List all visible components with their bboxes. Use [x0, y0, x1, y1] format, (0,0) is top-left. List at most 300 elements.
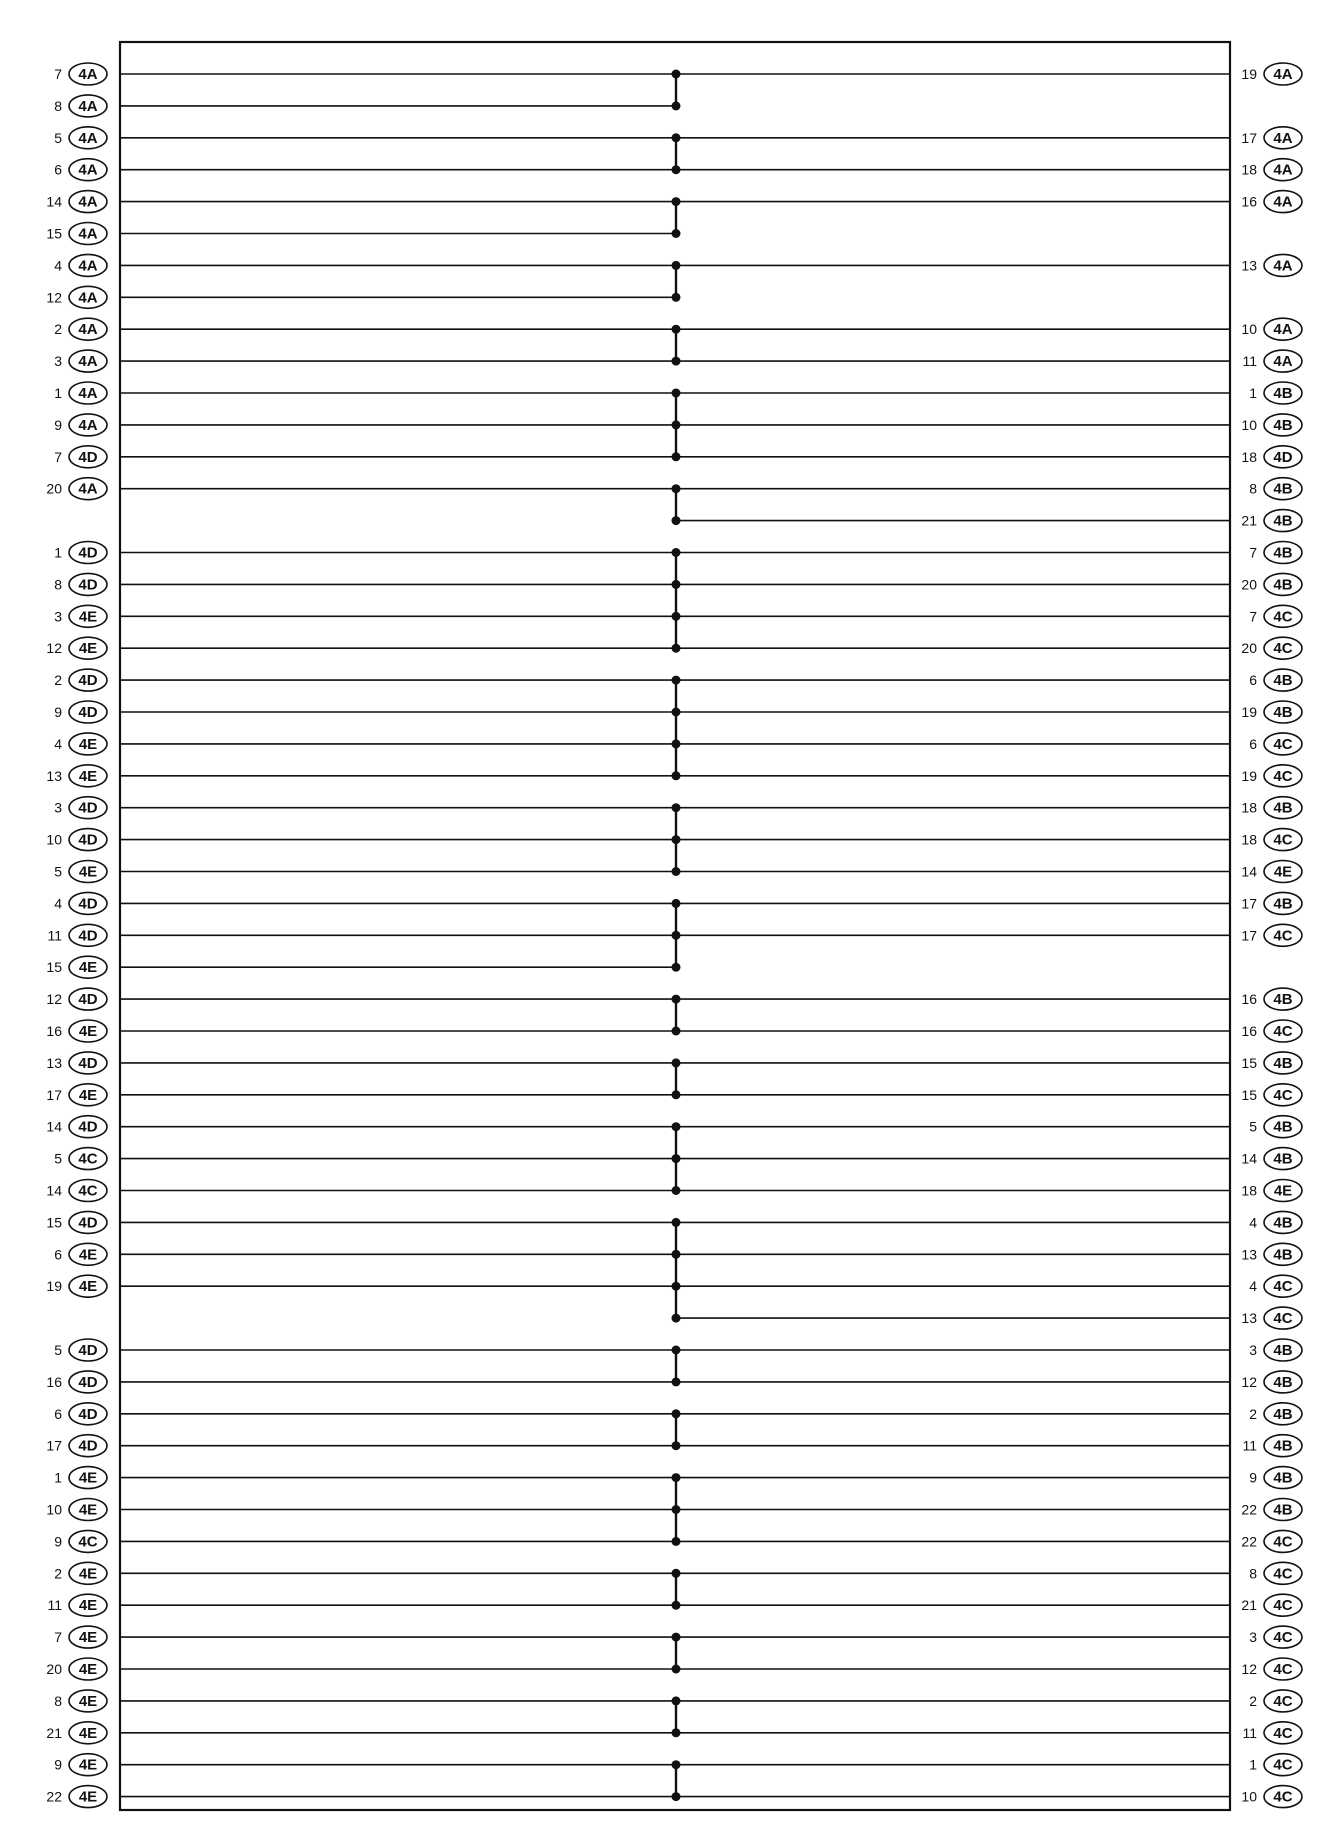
left-terminal-label — [54, 797, 107, 819]
junction-dot — [672, 1601, 681, 1610]
right-terminal-label — [1241, 1371, 1302, 1393]
pin-number: 1 — [54, 544, 62, 561]
pin-number: 8 — [54, 97, 62, 114]
junction-dot — [672, 931, 681, 940]
connector-id: 4E — [78, 735, 98, 753]
left-terminal-label — [54, 254, 107, 276]
pin-number: 16 — [1241, 1023, 1257, 1039]
pin-number: 12 — [46, 991, 62, 1008]
right-terminal-label — [1241, 318, 1302, 340]
junction-dot — [672, 293, 681, 302]
pin-number: 13 — [1241, 1310, 1257, 1327]
left-terminal-label — [46, 765, 107, 787]
left-terminal-label — [54, 1530, 107, 1552]
connector-id: 4C — [1273, 1310, 1293, 1328]
pin-number: 12 — [46, 289, 62, 306]
connector-id: 4D — [78, 448, 98, 466]
connector-id: 4E — [78, 767, 98, 785]
right-terminal-label — [1249, 542, 1302, 564]
connector-id: 4D — [78, 831, 98, 849]
connector-id: 4C — [1273, 1086, 1293, 1104]
right-terminal-label — [1241, 892, 1302, 914]
right-terminal-label — [1249, 382, 1302, 404]
pin-number: 6 — [1249, 735, 1257, 752]
junction-dot — [672, 1186, 681, 1195]
left-terminal-label — [54, 1754, 107, 1776]
pin-number: 4 — [1249, 1214, 1257, 1231]
right-terminal-label — [1241, 63, 1302, 85]
left-terminal-label — [54, 861, 107, 883]
junction-dot — [672, 261, 681, 270]
pin-number: 4 — [54, 895, 62, 912]
junction-dot — [672, 1473, 681, 1482]
junction-dot — [672, 1441, 681, 1450]
left-terminal-label — [54, 1148, 107, 1170]
pin-number: 5 — [1249, 1118, 1257, 1135]
left-terminal-label — [54, 1626, 107, 1648]
right-terminal-label — [1249, 1403, 1302, 1425]
connector-id: 4D — [78, 799, 98, 817]
connector-id: 4B — [1273, 1118, 1293, 1136]
junction-dot — [672, 484, 681, 493]
right-terminal-label — [1241, 573, 1302, 595]
right-terminal-label — [1249, 605, 1302, 627]
junction-dot — [672, 867, 681, 876]
connector-id: 4B — [1273, 1214, 1293, 1232]
pin-number: 12 — [1241, 1373, 1257, 1390]
pin-number: 9 — [1249, 1469, 1257, 1486]
connector-id: 4D — [78, 1214, 98, 1232]
pin-number: 4 — [1249, 1278, 1257, 1295]
pin-number: 13 — [46, 767, 62, 784]
connector-id: 4E — [78, 640, 98, 658]
right-terminal-label — [1249, 478, 1302, 500]
right-terminal-label — [1249, 1626, 1302, 1648]
connector-id: 4A — [78, 257, 98, 275]
pin-number: 16 — [1241, 193, 1257, 210]
junction-dot — [672, 1505, 681, 1514]
connector-id: 4E — [78, 1086, 98, 1104]
connector-id: 4E — [1273, 1182, 1293, 1200]
right-terminal-labels — [1241, 63, 1302, 1808]
connector-id: 4B — [1273, 799, 1293, 817]
connector-id: 4B — [1273, 480, 1293, 498]
pin-number: 8 — [1249, 1565, 1257, 1582]
connector-id: 4B — [1273, 991, 1293, 1009]
pin-number: 18 — [1241, 799, 1257, 816]
connector-id: 4D — [78, 576, 98, 594]
connector-id: 4B — [1273, 1373, 1293, 1391]
pin-number: 19 — [1241, 66, 1257, 82]
pin-number: 9 — [54, 1533, 62, 1550]
connector-id: 4E — [78, 1724, 98, 1742]
pin-number: 6 — [54, 1246, 62, 1263]
connector-id: 4B — [1273, 1469, 1293, 1487]
connector-id: 4D — [78, 1118, 98, 1136]
left-terminal-label — [54, 1243, 107, 1265]
pin-number: 21 — [46, 1724, 62, 1741]
left-terminal-label — [54, 1339, 107, 1361]
connector-id: 4D — [78, 1405, 98, 1423]
connector-id: 4D — [78, 704, 98, 721]
pin-number: 11 — [1242, 353, 1257, 370]
pin-number: 10 — [1241, 416, 1257, 433]
pin-number: 3 — [1249, 1342, 1257, 1358]
connector-id: 4C — [78, 1150, 98, 1168]
pin-number: 17 — [1241, 129, 1257, 146]
right-terminal-label — [1241, 701, 1302, 723]
junction-dot — [672, 389, 681, 398]
connector-id: 4C — [1273, 1629, 1293, 1647]
pin-number: 5 — [54, 1150, 62, 1167]
pin-number: 5 — [54, 863, 62, 880]
pin-number: 10 — [46, 831, 62, 848]
pin-number: 11 — [1242, 1724, 1257, 1741]
right-terminal-label — [1241, 159, 1302, 181]
pin-number: 6 — [1249, 672, 1257, 689]
connector-id: 4A — [1273, 66, 1293, 83]
connector-id: 4E — [78, 1469, 98, 1487]
connector-id: 4A — [78, 416, 98, 434]
connector-id: 4D — [78, 1437, 98, 1455]
pin-number: 11 — [47, 1597, 62, 1614]
right-terminal-label — [1241, 1084, 1302, 1106]
right-terminal-label — [1249, 1690, 1302, 1712]
connector-id: 4E — [78, 1023, 98, 1040]
connector-id: 4C — [1273, 1278, 1293, 1296]
pin-number: 15 — [46, 1214, 62, 1231]
junction-dot — [672, 357, 681, 366]
pin-number: 7 — [54, 1629, 62, 1646]
connector-id: 4B — [1273, 512, 1293, 530]
pin-number: 10 — [1241, 1788, 1257, 1805]
left-terminal-label — [54, 159, 107, 181]
left-terminal-label — [54, 669, 107, 691]
connector-id: 4B — [1273, 1150, 1293, 1168]
connector-id: 4C — [1273, 1756, 1293, 1774]
connector-id: 4B — [1273, 544, 1293, 562]
junction-dot — [672, 1122, 681, 1131]
pin-number: 3 — [54, 353, 62, 370]
pin-number: 7 — [54, 448, 62, 465]
right-terminal-label — [1241, 829, 1302, 851]
connector-id: 4A — [78, 321, 98, 339]
left-terminal-label — [54, 414, 107, 436]
connector-id: 4A — [78, 385, 98, 402]
right-terminal-label — [1242, 1435, 1302, 1457]
right-terminal-label — [1241, 1499, 1302, 1521]
pin-number: 18 — [1241, 161, 1257, 178]
junction-layer — [672, 70, 681, 1802]
left-terminal-label — [46, 829, 107, 851]
left-terminal-label — [54, 95, 107, 117]
junction-dot — [672, 1346, 681, 1355]
pin-number: 8 — [54, 1692, 62, 1709]
left-terminal-label — [46, 1211, 107, 1233]
pin-number: 11 — [47, 927, 62, 944]
connector-id: 4A — [78, 480, 98, 498]
pin-number: 22 — [46, 1788, 62, 1805]
connector-id: 4E — [78, 1661, 98, 1678]
pin-number: 19 — [46, 1278, 62, 1295]
junction-dot — [672, 420, 681, 429]
right-terminal-label — [1241, 637, 1302, 659]
right-terminal-label — [1241, 988, 1302, 1010]
junction-dot — [672, 70, 681, 79]
connector-id: 4E — [78, 608, 98, 626]
junction-dot — [672, 1569, 681, 1578]
left-terminal-label — [54, 701, 107, 723]
pin-number: 6 — [54, 161, 62, 178]
connector-id: 4D — [1273, 448, 1293, 466]
connector-id: 4E — [78, 1692, 98, 1710]
connector-id: 4A — [78, 225, 98, 243]
right-terminal-label — [1241, 1020, 1302, 1042]
junction-dot — [672, 1760, 681, 1769]
left-terminal-label — [46, 1722, 107, 1744]
pin-number: 4 — [54, 735, 62, 752]
junction-dot — [672, 229, 681, 238]
pin-number: 20 — [46, 480, 62, 497]
connector-id: 4A — [1273, 129, 1293, 147]
left-terminal-label — [54, 605, 107, 627]
connector-id: 4E — [78, 863, 98, 881]
pin-number: 15 — [46, 225, 62, 242]
connector-id: 4A — [78, 289, 98, 307]
pin-number: 14 — [46, 193, 62, 210]
left-terminal-label — [46, 1020, 107, 1042]
connector-id: 4C — [1273, 767, 1293, 785]
connector-id: 4E — [78, 959, 98, 977]
pin-number: 18 — [1241, 831, 1257, 848]
junction-dot — [672, 995, 681, 1004]
right-terminal-label — [1249, 1339, 1302, 1361]
right-terminal-label — [1242, 350, 1302, 372]
left-terminal-label — [46, 1499, 107, 1521]
connector-id: 4E — [78, 1597, 98, 1615]
right-terminal-label — [1241, 1052, 1302, 1074]
right-terminal-label — [1241, 1786, 1302, 1808]
connector-id: 4A — [1273, 353, 1293, 371]
connector-id: 4C — [1273, 735, 1293, 753]
connector-id: 4C — [1273, 1788, 1293, 1806]
pin-number: 9 — [54, 1756, 62, 1773]
left-terminal-label — [46, 191, 107, 213]
connector-id: 4C — [1273, 1597, 1293, 1615]
connector-id: 4B — [1273, 704, 1293, 721]
connector-id: 4A — [78, 353, 98, 371]
connector-id: 4C — [1273, 1565, 1293, 1583]
left-terminal-label — [46, 223, 107, 245]
pin-number: 18 — [1241, 1182, 1257, 1199]
pin-number: 17 — [1241, 927, 1257, 944]
left-terminal-label — [54, 350, 107, 372]
pin-number: 2 — [54, 321, 62, 338]
right-terminal-label — [1241, 446, 1302, 468]
pin-number: 17 — [46, 1437, 62, 1454]
right-terminal-label — [1249, 733, 1302, 755]
connector-id: 4E — [78, 1756, 98, 1774]
pin-number: 1 — [54, 1469, 62, 1486]
junction-dot — [672, 133, 681, 142]
connector-id: 4C — [1273, 1533, 1293, 1551]
connector-id: 4D — [78, 1342, 98, 1359]
pin-number: 6 — [54, 1405, 62, 1422]
junction-dot — [672, 835, 681, 844]
junction-dot — [672, 963, 681, 972]
junction-dot — [672, 1218, 681, 1227]
right-terminal-label — [1249, 1211, 1302, 1233]
pin-number: 5 — [54, 1342, 62, 1358]
pin-number: 1 — [1249, 385, 1257, 401]
connector-id: 4A — [78, 97, 98, 115]
left-terminal-label — [46, 478, 107, 500]
pin-number: 19 — [1241, 704, 1257, 720]
connector-id: 4B — [1273, 1437, 1293, 1455]
junction-dot — [672, 1633, 681, 1642]
left-terminal-label — [54, 63, 107, 85]
right-terminal-label — [1241, 191, 1302, 213]
junction-dot — [672, 101, 681, 110]
pin-number: 3 — [1249, 1629, 1257, 1646]
pin-number: 18 — [1241, 448, 1257, 465]
pin-number: 12 — [46, 640, 62, 657]
connector-id: 4C — [1273, 1724, 1293, 1742]
right-terminal-label — [1241, 510, 1302, 532]
pin-number: 16 — [1241, 991, 1257, 1008]
left-terminal-label — [54, 733, 107, 755]
left-terminal-label — [46, 1658, 107, 1680]
pin-number: 13 — [1241, 257, 1257, 274]
connector-id: 4E — [78, 1788, 98, 1806]
pin-number: 13 — [46, 1054, 62, 1071]
junction-dot — [672, 1250, 681, 1259]
pin-number: 14 — [1241, 1150, 1257, 1167]
left-terminal-label — [54, 892, 107, 914]
pin-number: 4 — [54, 257, 62, 274]
junction-dot — [672, 1154, 681, 1163]
pin-number: 17 — [1241, 895, 1257, 912]
right-terminal-label — [1241, 797, 1302, 819]
junction-dot — [672, 1537, 681, 1546]
junction-dot — [672, 325, 681, 334]
pin-number: 19 — [1241, 767, 1257, 784]
pin-number: 7 — [1249, 544, 1257, 561]
pin-number: 10 — [46, 1501, 62, 1518]
pin-number: 14 — [46, 1182, 62, 1199]
junction-dot — [672, 1314, 681, 1323]
right-terminal-label — [1249, 1562, 1302, 1584]
connector-id: 4A — [78, 129, 98, 147]
pin-number: 5 — [54, 129, 62, 146]
connector-id: 4D — [78, 927, 98, 945]
pin-number: 15 — [1241, 1086, 1257, 1103]
pin-number: 16 — [46, 1373, 62, 1390]
junction-dot — [672, 1090, 681, 1099]
right-terminal-label — [1241, 1530, 1302, 1552]
connector-id: 4C — [1273, 640, 1293, 658]
connector-id: 4C — [78, 1182, 98, 1200]
connector-id: 4E — [78, 1278, 98, 1296]
pin-number: 1 — [1249, 1756, 1257, 1773]
connector-id: 4D — [78, 672, 98, 690]
connector-id: 4E — [78, 1246, 98, 1264]
junction-dot — [672, 580, 681, 589]
left-terminal-label — [46, 988, 107, 1010]
left-terminal-label — [54, 127, 107, 149]
connector-id: 4B — [1273, 1342, 1293, 1359]
junction-dot — [672, 803, 681, 812]
pin-number: 10 — [1241, 321, 1257, 338]
left-terminal-label — [54, 1690, 107, 1712]
pin-number: 14 — [1241, 863, 1257, 880]
junction-dot — [672, 1377, 681, 1386]
left-terminal-label — [54, 318, 107, 340]
pin-number: 14 — [46, 1118, 62, 1135]
pin-number: 21 — [1241, 1597, 1257, 1614]
left-terminal-label — [46, 1180, 107, 1202]
connector-id: 4A — [1273, 321, 1293, 339]
connector-id: 4A — [1273, 161, 1293, 179]
pin-number: 16 — [46, 1023, 62, 1039]
right-terminal-label — [1241, 924, 1302, 946]
pin-number: 9 — [54, 416, 62, 433]
junction-dot — [672, 1792, 681, 1801]
junction-dot — [672, 516, 681, 525]
pin-number: 12 — [1241, 1661, 1257, 1677]
left-terminal-label — [46, 1371, 107, 1393]
left-terminal-label — [54, 1562, 107, 1584]
connector-id: 4B — [1273, 1246, 1293, 1264]
left-terminal-label — [46, 1275, 107, 1297]
junction-dot — [672, 452, 681, 461]
connector-id: 4A — [78, 66, 98, 83]
connector-id: 4B — [1273, 576, 1293, 594]
right-terminal-label — [1241, 1148, 1302, 1170]
right-terminal-label — [1241, 414, 1302, 436]
connector-id: 4D — [78, 1054, 98, 1072]
connector-id: 4C — [1273, 608, 1293, 626]
pin-number: 1 — [54, 385, 62, 401]
junction-dot — [672, 1027, 681, 1036]
left-terminal-label — [46, 1052, 107, 1074]
pin-number: 20 — [1241, 576, 1257, 593]
connector-id: 4D — [78, 1373, 98, 1391]
right-terminal-label — [1241, 1243, 1302, 1265]
pin-number: 13 — [1241, 1246, 1257, 1263]
pin-number: 2 — [54, 672, 62, 689]
junction-dot — [672, 548, 681, 557]
right-terminal-label — [1241, 1658, 1302, 1680]
left-terminal-label — [46, 1084, 107, 1106]
junction-dot — [672, 739, 681, 748]
pin-number: 8 — [54, 576, 62, 593]
pin-number: 2 — [1249, 1405, 1257, 1422]
right-terminal-label — [1241, 254, 1302, 276]
connector-id: 4C — [1273, 1023, 1293, 1040]
connector-id: 4A — [1273, 193, 1293, 211]
right-terminal-label — [1241, 1594, 1302, 1616]
connector-id: 4D — [78, 991, 98, 1009]
pin-number: 21 — [1241, 512, 1257, 529]
pin-number: 20 — [1241, 640, 1257, 657]
connector-id: 4C — [1273, 927, 1293, 945]
connector-id: 4E — [1273, 863, 1293, 881]
junction-dot — [672, 1282, 681, 1291]
left-terminal-label — [46, 1786, 107, 1808]
right-terminal-label — [1241, 861, 1302, 883]
pin-number: 11 — [1242, 1437, 1257, 1454]
